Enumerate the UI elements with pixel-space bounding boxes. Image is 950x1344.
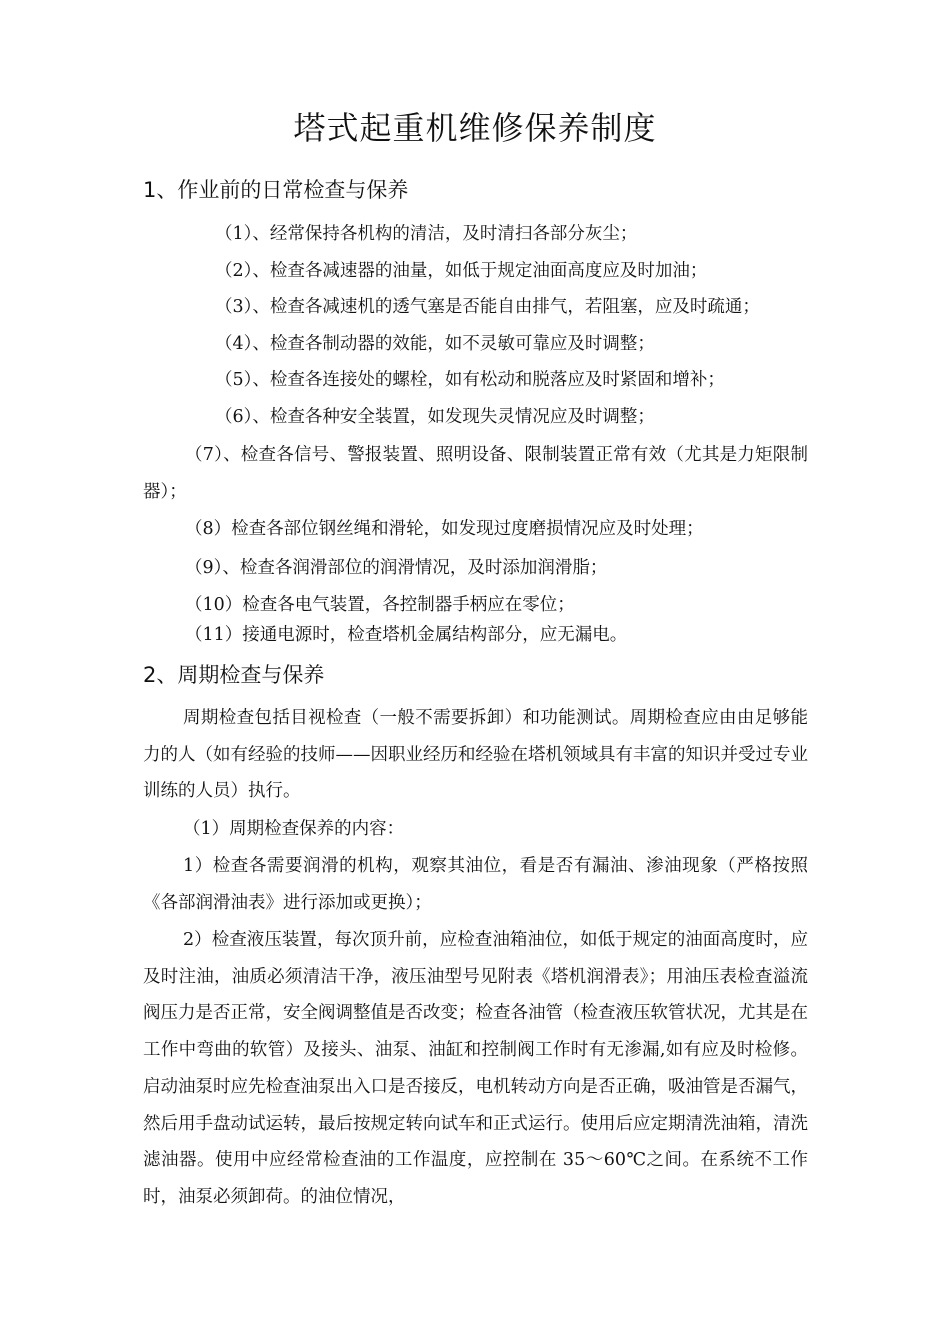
- list-item: （1）、经常保持各机构的清洁，及时清扫各部分灰尘；: [215, 224, 638, 244]
- list-item: （6）、检查各种安全装置，如发现失灵情况应及时调整；: [215, 407, 655, 427]
- list-item: （9）、检查各润滑部位的润滑情况，及时添加润滑脂；: [185, 558, 608, 578]
- list-item: （5）、检查各连接处的螺栓，如有松动和脱落应及时紧固和增补；: [215, 370, 725, 390]
- list-item: （10）检查各电气装置，各控制器手柄应在零位；: [185, 595, 575, 615]
- list-item: （8）检查各部位钢丝绳和滑轮，如发现过度磨损情况应及时处理；: [185, 519, 704, 539]
- list-item: （4）、检查各制动器的效能，如不灵敏可靠应及时调整；: [215, 334, 655, 354]
- paragraph: 1）检查各需要润滑的机构，观察其油位，看是否有漏油、渗油现象（严格按照《各部润滑油表》进行添加或更换）；: [143, 856, 808, 913]
- list-item: （11）接通电源时，检查塔机金属结构部分，应无漏电。: [185, 625, 628, 645]
- paragraph: 2）检查液压装置，每次顶升前，应检查油箱油位，如低于规定的油面高度时，应及时注油，油质必须清洁干净，液压油型号见附表《塔机润滑表》；用油压表检查溢流阀压力是否正常，安全阀调整值是否改变；检查各油管（检查液压软管状况，尤其是在工作中弯曲的软管）及接头、油泵、油缸和控制阀工作时有无渗漏,如有应及时检修。启动油泵时应先检查油泵出入口是否接反，电机转动方向是否正确，吸油管是否漏气，然后用手盘动试运转，最后按规定转向试车和正式运行。使用后应定期清洗油箱，清洗滤油器。使用中应经常检查油的工作温度，应控制在 35～60℃之间。在系统不工作时，油泵必须卸荷。的油位情况，: [143, 930, 808, 1207]
- sub-heading: （1）周期检查保养的内容：: [183, 819, 405, 839]
- list-item: （3）、检查各减速机的透气塞是否能自由排气，若阻塞，应及时疏通；: [215, 297, 760, 317]
- list-item: （7）、检查各信号、警报装置、照明设备、限制装置正常有效（尤其是力矩限制器）；: [143, 445, 808, 502]
- list-item: （2）、检查各减速器的油量，如低于规定油面高度应及时加油；: [215, 261, 708, 281]
- page-title: 塔式起重机维修保养制度: [293, 109, 657, 147]
- section-2-intro: 周期检查包括目视检查（一般不需要拆卸）和功能测试。周期检查应由由足够能力的人（如有经验的技师——因职业经历和经验在塔机领域具有丰富的知识并受过专业训练的人员）执行。: [143, 708, 808, 802]
- section-1-heading: 1、作业前的日常检查与保养: [143, 178, 409, 202]
- section-2-heading: 2、周期检查与保养: [143, 663, 325, 687]
